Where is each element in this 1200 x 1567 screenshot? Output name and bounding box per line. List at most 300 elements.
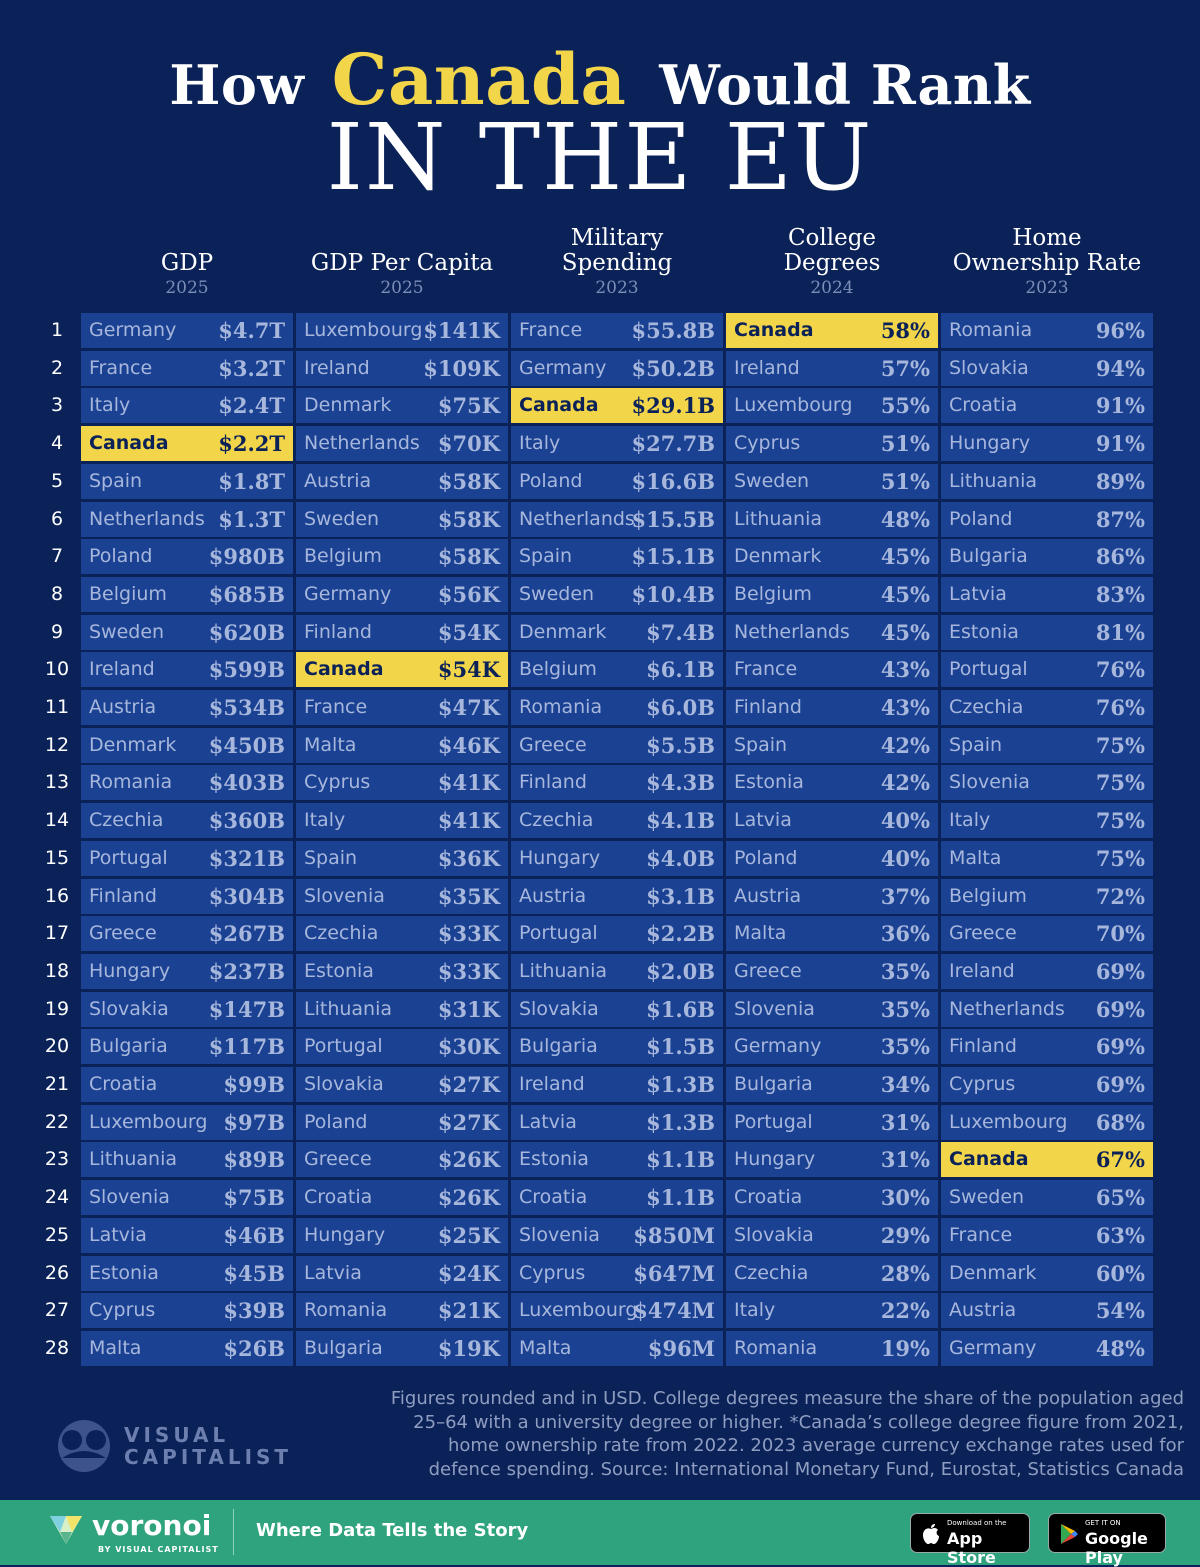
country-name: Austria	[89, 696, 157, 718]
country-name: Ireland	[734, 356, 800, 379]
table-cell	[941, 539, 1153, 574]
country-name: Denmark	[949, 1261, 1037, 1284]
footer-bar	[0, 1500, 1200, 1565]
table-cell	[511, 803, 723, 838]
metric-value: 43%	[880, 695, 930, 720]
country-name: Hungary	[519, 846, 601, 869]
table-cell	[296, 916, 508, 951]
country-name: Greece	[89, 922, 157, 945]
metric-value: $599B	[208, 657, 285, 683]
table-cell	[81, 1029, 293, 1064]
country-name: Lithuania	[949, 469, 1038, 492]
table-cell	[296, 351, 508, 386]
rank-number: 25	[44, 1223, 70, 1246]
metric-value: $7.4B	[646, 619, 715, 645]
country-name: Latvia	[304, 1261, 362, 1284]
table-cell	[726, 690, 938, 725]
country-name: Sweden	[519, 582, 595, 605]
column-title: College Degrees	[783, 225, 881, 276]
metric-value: $58K	[437, 468, 500, 494]
table-cell	[296, 1293, 508, 1328]
table-cell	[81, 1293, 293, 1328]
rank-number: 18	[44, 959, 70, 982]
table-cell-highlight	[81, 426, 293, 461]
metric-value: 58%	[880, 318, 930, 343]
metric-value: $1.6B	[646, 996, 715, 1022]
country-name: Cyprus	[519, 1261, 586, 1284]
table-cell	[296, 1067, 508, 1102]
table-cell	[726, 1067, 938, 1102]
country-name: Canada	[89, 432, 169, 455]
metric-value: $237B	[208, 958, 285, 984]
metric-value: 35%	[880, 958, 930, 984]
voronoi-wordmark: voronoi	[92, 1509, 212, 1542]
table-cell	[296, 539, 508, 574]
metric-value: $46B	[223, 1222, 285, 1248]
table-cell	[726, 615, 938, 650]
metric-value: 91%	[1095, 431, 1145, 457]
metric-value: $16.6B	[631, 468, 715, 494]
table-cell	[941, 1256, 1153, 1291]
metric-value: $26K	[437, 1147, 500, 1173]
visual-capitalist-wordmark	[124, 1424, 292, 1468]
table-cell	[511, 615, 723, 650]
table-cell	[511, 502, 723, 537]
country-name: Portugal	[519, 922, 598, 945]
rank-number: 23	[44, 1148, 70, 1171]
table-cell	[511, 1256, 723, 1291]
country-name: Slovakia	[734, 1223, 814, 1246]
table-cell	[81, 690, 293, 725]
table-cell	[726, 426, 938, 461]
table-cell	[941, 1331, 1153, 1366]
metric-value: 65%	[1095, 1185, 1145, 1211]
country-name: Denmark	[304, 394, 392, 417]
metric-value: $1.1B	[646, 1185, 715, 1211]
table-cell	[941, 1029, 1153, 1064]
metric-value: $1.8T	[218, 468, 285, 494]
table-cell	[296, 1331, 508, 1366]
table-cell	[296, 388, 508, 423]
table-cell	[511, 464, 723, 499]
metric-value: $267B	[208, 921, 285, 947]
metric-value: $35K	[437, 883, 500, 909]
country-name: Ireland	[304, 356, 370, 379]
metric-value: 45%	[880, 544, 930, 570]
metric-value: 19%	[880, 1335, 930, 1361]
column-title: GDP	[160, 250, 214, 276]
metric-value: 55%	[880, 393, 930, 419]
country-name: Sweden	[89, 620, 165, 643]
country-name: Malta	[519, 1336, 572, 1359]
metric-value: 60%	[1095, 1260, 1145, 1286]
country-name: Bulgaria	[949, 545, 1028, 568]
metric-value: $50.2B	[631, 355, 715, 381]
country-name: Sweden	[734, 469, 810, 492]
country-name: France	[519, 319, 583, 341]
table-cell	[726, 916, 938, 951]
rank-number: 13	[44, 771, 70, 794]
table-cell	[81, 577, 293, 612]
country-name: Ireland	[949, 959, 1015, 982]
table-cell-highlight	[941, 1142, 1153, 1177]
metric-value: $97B	[223, 1109, 285, 1135]
table-cell	[941, 615, 1153, 650]
table-cell	[81, 954, 293, 989]
country-name: Sweden	[949, 1186, 1025, 1209]
metric-value: 40%	[880, 845, 930, 871]
table-cell	[81, 841, 293, 876]
metric-value: $6.0B	[646, 695, 715, 720]
country-name: Hungary	[89, 959, 171, 982]
metric-value: $55.8B	[631, 318, 715, 343]
rank-number: 12	[44, 733, 70, 756]
metric-value: 75%	[1095, 808, 1145, 834]
country-name: Portugal	[304, 1035, 383, 1058]
country-name: Spain	[89, 469, 143, 492]
metric-value: 37%	[880, 883, 930, 909]
table-cell-highlight	[511, 388, 723, 423]
country-name: Luxembourg	[89, 1110, 208, 1133]
country-name: Czechia	[89, 809, 164, 832]
country-name: Denmark	[519, 620, 607, 643]
country-name: Austria	[949, 1299, 1017, 1322]
country-name: Finland	[519, 771, 587, 794]
table-cell	[726, 879, 938, 914]
metric-value: $4.7T	[218, 318, 285, 343]
table-cell	[81, 388, 293, 423]
table-cell	[81, 539, 293, 574]
metric-value: $141K	[423, 318, 500, 343]
table-cell	[726, 954, 938, 989]
metric-value: $2.0B	[646, 958, 715, 984]
table-cell	[511, 577, 723, 612]
rank-number: 10	[44, 658, 70, 681]
rank-number: 17	[44, 922, 70, 945]
table-cell	[81, 1256, 293, 1291]
table-cell	[511, 841, 723, 876]
table-cell	[81, 351, 293, 386]
rank-number: 3	[50, 394, 64, 417]
metric-value: 83%	[1095, 581, 1145, 607]
country-name: Germany	[89, 319, 177, 341]
metric-value: 45%	[880, 619, 930, 645]
country-name: Poland	[949, 507, 1013, 530]
country-name: Denmark	[734, 545, 822, 568]
table-cell	[941, 879, 1153, 914]
country-name: Luxembourg	[304, 319, 423, 341]
country-name: Netherlands	[519, 507, 635, 530]
table-cell	[511, 1029, 723, 1064]
column-title: Military Spending	[561, 225, 673, 276]
column-header	[941, 222, 1153, 298]
metric-value: 69%	[1095, 958, 1145, 984]
table-cell	[296, 1256, 508, 1291]
table-cell	[941, 765, 1153, 800]
metric-value: 69%	[1095, 996, 1145, 1022]
table-cell	[296, 728, 508, 763]
metric-value: $75B	[223, 1185, 285, 1211]
google-play-small: GET IT ON	[1085, 1519, 1121, 1527]
metric-value: $980B	[208, 544, 285, 570]
metric-value: $36K	[437, 845, 500, 871]
country-name: Netherlands	[89, 507, 205, 530]
table-cell	[511, 765, 723, 800]
country-name: Austria	[304, 469, 372, 492]
country-name: Bulgaria	[304, 1336, 383, 1359]
country-name: Cyprus	[89, 1299, 156, 1322]
country-name: Malta	[949, 846, 1002, 869]
country-name: Lithuania	[734, 507, 823, 530]
metric-value: $89B	[223, 1147, 285, 1173]
country-name: France	[949, 1223, 1013, 1246]
country-name: Canada	[949, 1148, 1029, 1171]
footnote: Figures rounded and in USD. College degrees measure the share of the population aged 25–64 with a university degree or higher. *Canada’s college degree figure from 2021, home ownership rate from 2022. 2023 average currency exchange rates used for defence spending. Source: International Monetary Fund, Eurostat, Statistics Canada	[390, 1388, 1184, 1480]
country-name: Germany	[304, 582, 392, 605]
metric-value: 76%	[1095, 695, 1145, 720]
country-name: Spain	[304, 846, 358, 869]
table-cell	[726, 841, 938, 876]
country-name: Lithuania	[304, 997, 393, 1020]
metric-value: $96M	[647, 1335, 715, 1361]
country-name: Luxembourg	[734, 394, 853, 417]
metric-value: $25K	[437, 1222, 500, 1248]
country-name: Slovenia	[949, 771, 1030, 794]
country-name: Luxembourg	[949, 1110, 1068, 1133]
table-cell	[81, 652, 293, 687]
rank-number: 20	[44, 1035, 70, 1058]
metric-value: 35%	[880, 996, 930, 1022]
metric-value: $685B	[208, 581, 285, 607]
country-name: Romania	[734, 1336, 818, 1359]
table-cell	[296, 502, 508, 537]
metric-value: $2.2T	[218, 431, 285, 457]
country-name: Estonia	[519, 1148, 589, 1171]
country-name: Romania	[89, 771, 173, 794]
table-cell	[296, 992, 508, 1027]
country-name: Estonia	[949, 620, 1019, 643]
country-name: Germany	[734, 1035, 822, 1058]
metric-value: $39B	[223, 1298, 285, 1324]
table-cell	[511, 1067, 723, 1102]
country-name: Canada	[519, 394, 599, 417]
table-cell	[511, 539, 723, 574]
metric-value: 81%	[1095, 619, 1145, 645]
rank-number: 4	[50, 432, 64, 455]
table-cell	[941, 313, 1153, 348]
country-name: Hungary	[734, 1148, 816, 1171]
table-cell	[296, 803, 508, 838]
vc-line-1: VISUAL	[124, 1423, 230, 1447]
metric-value: 54%	[1095, 1298, 1145, 1324]
table-cell	[296, 313, 508, 348]
metric-value: $47K	[437, 695, 500, 720]
rank-number: 15	[44, 846, 70, 869]
google-play-button[interactable]	[1048, 1513, 1166, 1567]
metric-value: $58K	[437, 506, 500, 532]
rank-number: 1	[50, 319, 64, 341]
country-name: Ireland	[89, 658, 155, 681]
table-cell	[941, 803, 1153, 838]
country-name: Ireland	[519, 1073, 585, 1095]
column-year: 2023	[595, 278, 639, 298]
table-cell	[941, 502, 1153, 537]
table-cell	[726, 388, 938, 423]
metric-value: 51%	[880, 468, 930, 494]
country-name: Canada	[304, 658, 384, 681]
table-cell	[296, 1029, 508, 1064]
column-header	[511, 222, 723, 298]
metric-value: $41K	[437, 770, 500, 796]
table-cell	[726, 1105, 938, 1140]
metric-value: 91%	[1095, 393, 1145, 419]
metric-value: 87%	[1095, 506, 1145, 532]
table-cell	[296, 426, 508, 461]
country-name: Canada	[734, 319, 814, 341]
table-cell	[726, 1331, 938, 1366]
column-header	[81, 222, 293, 298]
metric-value: $5.5B	[646, 732, 715, 758]
table-cell	[726, 1218, 938, 1253]
metric-value: 89%	[1095, 468, 1145, 494]
metric-value: 75%	[1095, 845, 1145, 871]
country-name: Greece	[734, 959, 802, 982]
table-cell	[726, 803, 938, 838]
country-name: Romania	[949, 319, 1033, 341]
metric-value: $1.3T	[218, 506, 285, 532]
country-name: Greece	[949, 922, 1017, 945]
country-name: Romania	[304, 1299, 388, 1322]
table-cell	[726, 1142, 938, 1177]
table-cell	[511, 652, 723, 687]
country-name: Belgium	[734, 582, 812, 605]
rank-number: 9	[50, 620, 64, 643]
metric-value: 36%	[880, 921, 930, 947]
app-store-button[interactable]	[910, 1513, 1030, 1567]
table-cell	[726, 464, 938, 499]
table-cell	[81, 916, 293, 951]
country-name: Cyprus	[949, 1073, 1016, 1095]
metric-value: $75K	[437, 393, 500, 419]
country-name: Latvia	[734, 809, 792, 832]
table-cell	[511, 954, 723, 989]
country-name: Spain	[734, 733, 788, 756]
metric-value: $58K	[437, 544, 500, 570]
title-before: How	[169, 53, 305, 117]
title-highlight-text: Canada	[331, 38, 627, 121]
metric-value: $1.5B	[646, 1034, 715, 1060]
table-cell	[941, 841, 1153, 876]
table-cell	[941, 464, 1153, 499]
table-cell	[726, 1029, 938, 1064]
table-cell	[81, 803, 293, 838]
country-name: Estonia	[734, 771, 804, 794]
table-cell	[296, 1180, 508, 1215]
metric-value: $647M	[633, 1260, 715, 1286]
country-name: Netherlands	[949, 997, 1065, 1020]
country-name: Malta	[734, 922, 787, 945]
metric-value: 69%	[1095, 1072, 1145, 1097]
rank-number: 8	[50, 582, 64, 605]
table-cell	[726, 652, 938, 687]
metric-value: 31%	[880, 1147, 930, 1173]
table-cell	[296, 615, 508, 650]
table-cell	[941, 577, 1153, 612]
table-cell	[81, 1142, 293, 1177]
table-cell	[726, 728, 938, 763]
table-cell	[511, 1142, 723, 1177]
column-header	[296, 222, 508, 298]
table-cell	[81, 992, 293, 1027]
country-name: Latvia	[519, 1110, 577, 1133]
table-cell	[941, 1218, 1153, 1253]
metric-value: $33K	[437, 921, 500, 947]
metric-value: $304B	[208, 883, 285, 909]
country-name: Poland	[304, 1110, 368, 1133]
metric-value: $450B	[208, 732, 285, 758]
table-cell	[941, 728, 1153, 763]
metric-value: 40%	[880, 808, 930, 834]
rank-number: 7	[50, 545, 64, 568]
table-cell	[81, 615, 293, 650]
country-name: Germany	[519, 356, 607, 379]
rank-number: 16	[44, 884, 70, 907]
metric-value: 96%	[1095, 318, 1145, 343]
column-year: 2023	[1025, 278, 1069, 298]
metric-value: 57%	[880, 355, 930, 381]
country-name: Slovenia	[519, 1223, 600, 1246]
table-cell	[726, 577, 938, 612]
metric-value: $147B	[208, 996, 285, 1022]
metric-value: $620B	[208, 619, 285, 645]
metric-value: $15.1B	[631, 544, 715, 570]
table-cell	[941, 916, 1153, 951]
country-name: Croatia	[304, 1186, 373, 1209]
metric-value: $534B	[208, 695, 285, 720]
country-name: Netherlands	[304, 432, 420, 455]
table-cell	[941, 1105, 1153, 1140]
metric-value: $26B	[223, 1335, 285, 1361]
country-name: Portugal	[734, 1110, 813, 1133]
metric-value: 45%	[880, 581, 930, 607]
table-cell	[296, 690, 508, 725]
table-cell	[511, 1180, 723, 1215]
metric-value: 29%	[880, 1222, 930, 1248]
metric-value: 67%	[1095, 1147, 1145, 1173]
country-name: Finland	[734, 696, 802, 718]
metric-value: 63%	[1095, 1222, 1145, 1248]
metric-value: $10.4B	[631, 581, 715, 607]
country-name: Sweden	[304, 507, 380, 530]
country-name: Latvia	[89, 1223, 147, 1246]
country-name: Czechia	[304, 922, 379, 945]
country-name: Cyprus	[734, 432, 801, 455]
metric-value: $4.1B	[646, 808, 715, 834]
table-cell	[941, 992, 1153, 1027]
country-name: Poland	[734, 846, 798, 869]
voronoi-subtitle: BY VISUAL CAPITALIST	[98, 1545, 219, 1554]
table-cell	[511, 728, 723, 763]
table-cell-highlight	[296, 652, 508, 687]
metric-value: $321B	[208, 845, 285, 871]
metric-value: $1.1B	[646, 1147, 715, 1173]
table-cell	[941, 1293, 1153, 1328]
country-name: Latvia	[949, 582, 1007, 605]
table-cell	[511, 1105, 723, 1140]
country-name: Romania	[519, 696, 603, 718]
metric-value: $1.3B	[646, 1072, 715, 1097]
footer-divider	[233, 1509, 234, 1555]
